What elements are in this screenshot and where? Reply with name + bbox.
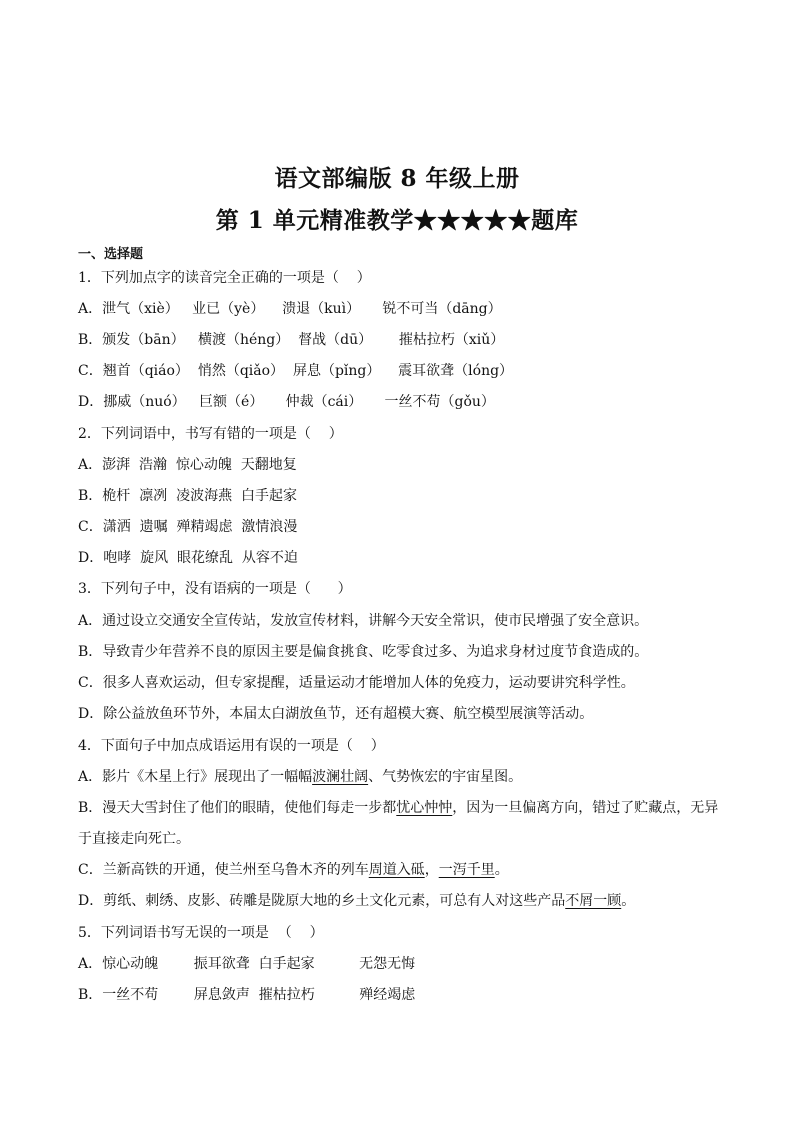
option-text: 。 <box>621 893 636 909</box>
question-4-option-b-continued: 于直接走向死亡。 <box>78 831 190 847</box>
option-text: D．剪纸、刺绣、皮影、砖雕是陇原大地的乡土文化元素，可总有人对这些产品 <box>78 893 566 909</box>
question-3-option-a: A．通过设立交通安全宣传站，发放宣传材料，讲解今天安全常识，使市民增强了安全意识。 <box>78 613 649 629</box>
document-subtitle: 第 1 单元精准教学★★★★★题库 <box>215 207 579 234</box>
question-4-option-c <box>78 859 728 879</box>
question-2-option-a: A．澎湃 浩瀚 惊心动魄 天翻地复 <box>78 457 297 473</box>
underlined-idiom: 周道入砥 <box>368 862 425 878</box>
option-text: 、气势恢宏的宇宙星图。 <box>368 769 523 785</box>
question-1-option-a: A．泄气（xiè） 业已（yè） 溃退（kuì） 锐不可当（dāng） <box>78 301 502 317</box>
question-5-option-b: B．一丝不苟 屏息敛声 摧枯拉朽 殚经竭虑 <box>78 987 416 1003</box>
question-5-stem: 5．下列词语书写无误的一项是 （ ） <box>78 925 324 941</box>
document-title: 语文部编版 8 年级上册 <box>274 165 520 192</box>
question-4-option-b <box>78 797 728 817</box>
option-text: B．漫天大雪封住了他们的眼睛，使他们每走一步都 <box>78 800 397 816</box>
question-2-stem: 2．下列词语中，书写有错的一项是（ ） <box>78 426 343 442</box>
option-text: ， <box>424 862 439 878</box>
question-4-stem: 4．下面句子中加点成语运用有误的一项是（ ） <box>78 738 385 754</box>
question-2-option-b: B．桅杆 凛冽 凌波海燕 白手起家 <box>78 488 297 504</box>
option-text: C．兰新高铁的开通，使兰州至乌鲁木齐的列车 <box>78 862 369 878</box>
question-1-option-c: C．翘首（qiáo） 悄然（qiǎo） 屏息（pǐng） 震耳欲聋（lóng） <box>78 363 514 379</box>
option-text: 。 <box>494 862 509 878</box>
underlined-idiom: 忧心忡忡 <box>396 800 453 816</box>
question-3-option-d: D．除公益放鱼环节外，本届太白湖放鱼节，还有超模大赛、航空模型展演等活动。 <box>78 706 594 722</box>
question-3-stem: 3．下列句子中，没有语病的一项是（ ） <box>78 581 352 597</box>
question-2-option-c: C．潇洒 遗嘱 殚精竭虑 激情浪漫 <box>78 519 298 535</box>
option-text: A．影片《木星上行》展现出了一幅幅 <box>78 769 313 785</box>
question-2-option-d: D．咆哮 旋风 眼花缭乱 从容不迫 <box>78 550 298 566</box>
question-3-option-c: C．很多人喜欢运动，但专家提醒，适量运动才能增加人体的免疫力，运动要讲究科学性。 <box>78 675 635 691</box>
question-4-option-a <box>78 766 728 786</box>
question-1-option-b: B．颁发（bān） 横渡（héng） 督战（dū） 摧枯拉朽（xiǔ） <box>78 332 505 348</box>
option-text: ，因为一旦偏离方向，错过了贮藏点，无异 <box>452 800 719 816</box>
section-heading: 一、选择题 <box>78 247 144 262</box>
underlined-idiom: 不屑一顾 <box>565 893 622 909</box>
question-5-option-a: A．惊心动魄 振耳欲聋 白手起家 无怨无悔 <box>78 956 416 972</box>
underlined-idiom: 波澜壮阔 <box>312 769 369 785</box>
underlined-idiom: 一泻千里 <box>438 862 495 878</box>
question-3-option-b: B．导致青少年营养不良的原因主要是偏食挑食、吃零食过多、为追求身材过度节食造成的。 <box>78 644 649 660</box>
question-1-option-d: D．挪威（nuó） 巨额（é） 仲裁（cái） 一丝不苟（gǒu） <box>78 394 495 410</box>
question-1-stem: 1．下列加点字的读音完全正确的一项是（ ） <box>78 270 371 286</box>
question-4-option-d <box>78 890 728 910</box>
